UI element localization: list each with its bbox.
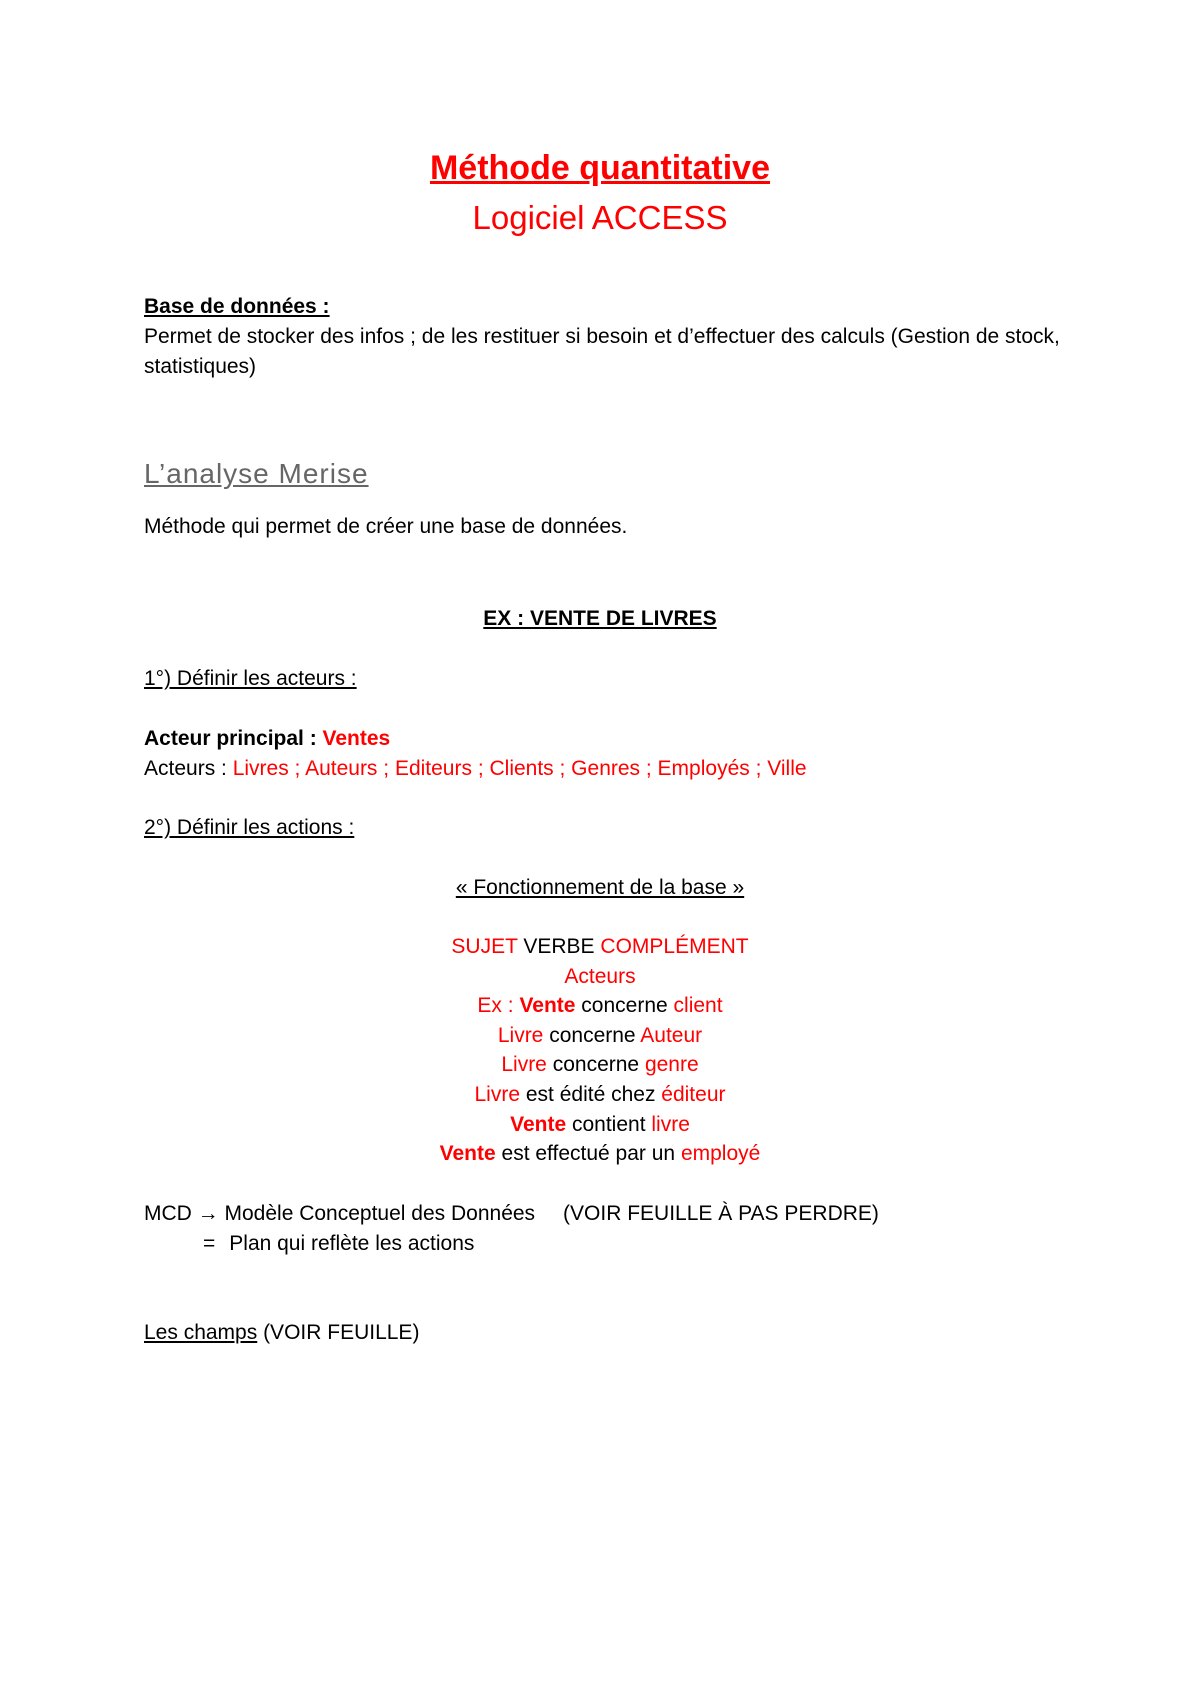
merise-heading: L’analyse Merise (144, 458, 369, 489)
example-complement: client (673, 994, 723, 1017)
svc-acteurs: Acteurs (564, 965, 636, 988)
example-verb: concerne (543, 1024, 641, 1047)
main-actor-label: Acteur principal : (144, 727, 323, 750)
mcd-plan: Plan qui reflète les actions (229, 1232, 475, 1255)
example-title: EX : VENTE DE LIVRES (483, 607, 717, 630)
mcd-line (144, 1199, 1064, 1229)
example-line-3 (0, 1050, 1200, 1080)
merise-text: Méthode qui permet de créer une base de données. (144, 515, 628, 538)
document-subtitle: Logiciel ACCESS (472, 199, 728, 236)
example-line-6 (0, 1139, 1200, 1169)
mcd-plan-line (203, 1229, 1123, 1259)
svc-sujet: SUJET (451, 935, 518, 958)
mcd-note: (VOIR FEUILLE À PAS PERDRE) (563, 1202, 879, 1225)
example-subject: Livre (474, 1083, 521, 1106)
example-line-5 (0, 1110, 1200, 1140)
champs-heading: Les champs (144, 1321, 258, 1344)
example-subject: Vente (510, 1113, 567, 1136)
base-heading: Base de données : (144, 295, 330, 318)
svc-complement: COMPLÉMENT (600, 935, 749, 958)
svc-line (0, 932, 1200, 962)
champs-line (144, 1318, 1064, 1348)
example-subject: Vente (519, 994, 576, 1017)
main-actor-line (144, 724, 1064, 754)
arrow-right-icon: → (197, 1202, 219, 1225)
base-text: Permet de stocker des infos ; de les restituer si besoin et d’effectuer des calculs (Gestion de stock, statistiques) (144, 325, 1060, 378)
example-subject: Livre (501, 1053, 547, 1076)
example-verb: concerne (546, 1053, 645, 1076)
actors-label: Acteurs : (144, 757, 233, 780)
svc-verbe: VERBE (517, 935, 601, 958)
example-complement: Auteur (640, 1024, 703, 1047)
example-verb: contient (566, 1113, 652, 1136)
example-line-2 (0, 1021, 1200, 1051)
document-title: Méthode quantitative (429, 149, 771, 187)
example-subject: Livre (497, 1024, 544, 1047)
step1-heading: 1°) Définir les acteurs : (144, 667, 357, 690)
example-verb: est édité chez (520, 1083, 662, 1106)
example-complement: genre (644, 1053, 699, 1076)
actors-value: Livres ; Auteurs ; Editeurs ; Clients ; Genres ; Employés ; Ville (232, 757, 807, 780)
actors-line (144, 754, 1064, 784)
example-complement: employé (680, 1142, 761, 1165)
example-complement: livre (651, 1113, 690, 1136)
example-subject: Vente (439, 1142, 496, 1165)
step2-heading: 2°) Définir les actions : (144, 816, 355, 839)
example-line-1 (0, 991, 1200, 1021)
equals-sign: = (203, 1232, 216, 1255)
example-line-4 (0, 1080, 1200, 1110)
example-verb: est effectué par un (495, 1142, 681, 1165)
main-actor-value: Ventes (322, 727, 391, 750)
mcd-definition: Modèle Conceptuel des Données (218, 1202, 536, 1225)
fonctionnement-heading: « Fonctionnement de la base » (455, 876, 745, 899)
champs-note: (VOIR FEUILLE) (257, 1321, 420, 1344)
example-verb: concerne (575, 994, 674, 1017)
example-complement: éditeur (661, 1083, 726, 1106)
mcd-label: MCD (144, 1202, 198, 1225)
example-prefix: Ex : (477, 994, 520, 1017)
